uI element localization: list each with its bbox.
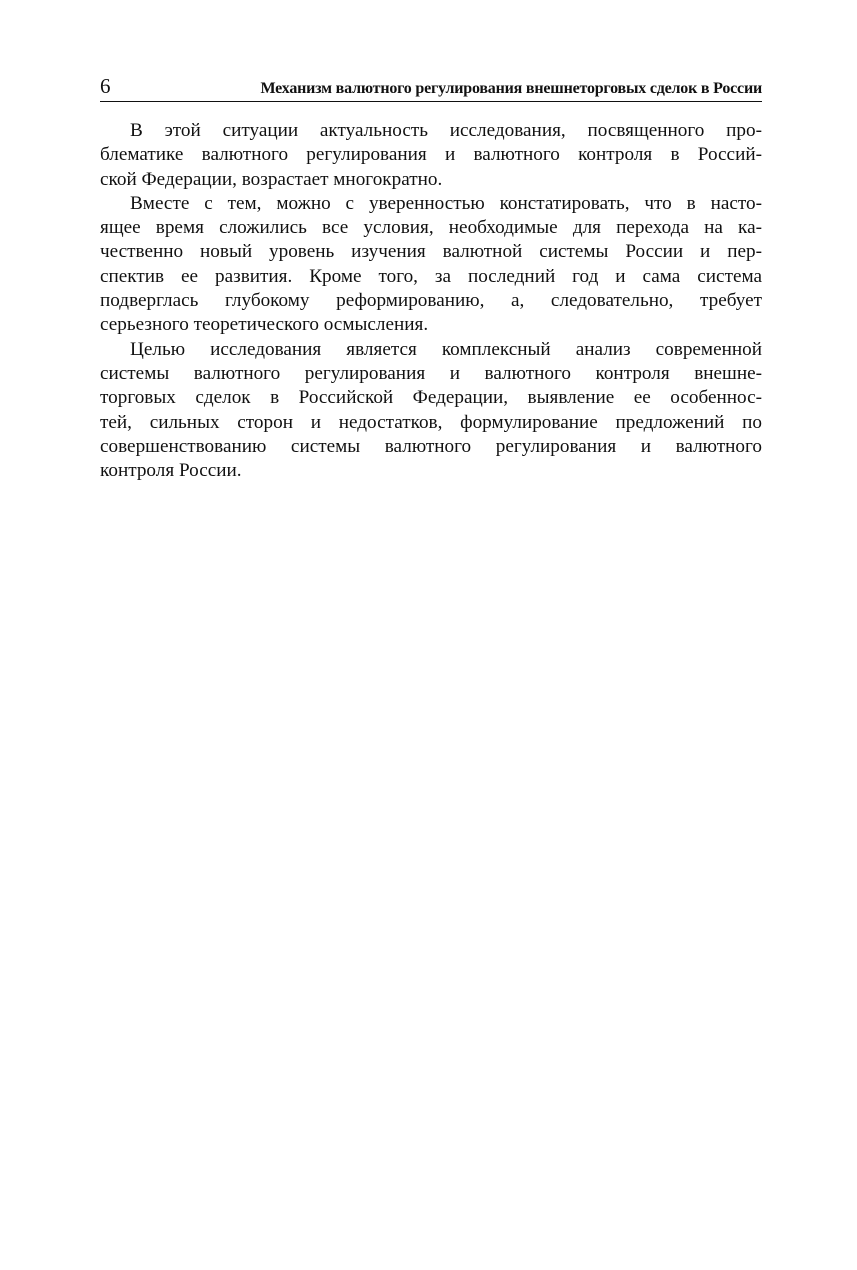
paragraph-3	[100, 338, 762, 484]
text-line: ящее время сложились все условия, необходимые для перехода на ка-	[100, 217, 762, 239]
text-line: чественно новый уровень изучения валютной системы России и пер-	[100, 241, 762, 263]
text-line: контроля России.	[100, 460, 242, 482]
body-text	[100, 119, 762, 483]
book-page	[100, 74, 762, 483]
paragraph-2	[100, 192, 762, 338]
text-line: ской Федерации, возрастает многократно.	[100, 168, 443, 190]
text-line: тей, сильных сторон и недостатков, формулирование предложений по	[100, 411, 762, 433]
page-number: 6	[100, 74, 111, 98]
text-line: В этой ситуации актуальность исследования, посвященного про-	[130, 120, 762, 141]
text-line: спектив ее развития. Кроме того, за последний год и сама система	[100, 265, 762, 287]
text-line: системы валютного регулирования и валютного контроля внешне-	[100, 362, 762, 384]
text-line: подверглась глубокому реформированию, а, следовательно, требует	[100, 290, 762, 312]
running-head	[100, 74, 762, 102]
text-line: блематике валютного регулирования и валютного контроля в Россий-	[100, 144, 762, 166]
running-title: Механизм валютного регулирования внешнеторговых сделок в России	[260, 80, 762, 97]
text-line: совершенствованию системы валютного регулирования и валютного	[100, 435, 762, 457]
text-line: Вместе с тем, можно с уверенностью констатировать, что в насто-	[130, 192, 762, 214]
text-line: серьезного теоретического осмысления.	[100, 314, 429, 336]
paragraph-1	[100, 119, 762, 192]
text-line: Целью исследования является комплексный анализ современной	[130, 338, 762, 360]
text-line: торговых сделок в Российской Федерации, выявление ее особеннос-	[100, 387, 762, 409]
